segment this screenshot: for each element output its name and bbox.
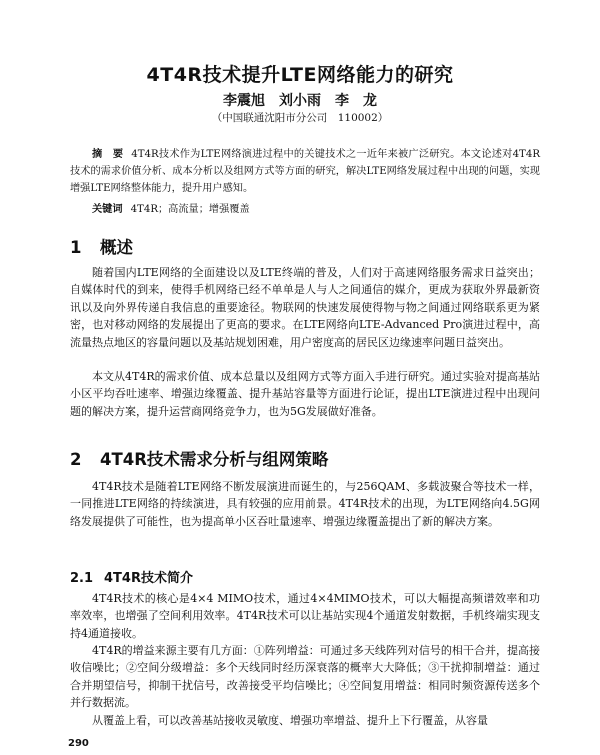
page-number: 290 [68, 738, 89, 749]
body-paragraph: 从覆盖上看，可以改善基站接收灵敏度、增强功率增益、提升上下行覆盖，从容量 [92, 714, 488, 727]
section-number: 1 [70, 238, 82, 257]
paper-affiliation: （中国联通沈阳市分公司 110002） [211, 112, 389, 124]
abstract-label: 摘 要 [92, 149, 124, 160]
keywords [92, 201, 542, 218]
keywords-text: 4T4R；高流量；增强覆盖 [130, 204, 250, 215]
section-number: 2 [70, 450, 82, 469]
body-paragraph: 本文从4T4R的需求价值、成本总量以及组网方式等方面入手进行研究。通过实验对提高基站小区平均吞吐速率、增强边缘覆盖、提升基站容量等方面进行论证，提出LTE演进过程中出现问题的解决方案，提升运营商网络竞争力，也为5G发展做好准备。 [70, 370, 540, 418]
paper-title: 4T4R技术提升LTE网络能力的研究 [146, 64, 454, 86]
abstract [70, 146, 540, 197]
body-paragraph: 4T4R技术是随着LTE网络不断发展演进而诞生的，与256QAM、多载波聚合等技术一样，一同推进LTE网络的持续演进，具有较强的应用前景。4T4R技术的出现，为LTE网络向4.5G网络发展提供了可能性，也为提高单小区吞吐量速率、增强边缘覆盖提出了新的解决方案。 [70, 480, 540, 528]
abstract-text: 4T4R技术作为LTE网络演进过程中的关键技术之一近年来被广泛研究。本文论述对4T4R技术的需求价值分析、成本分析以及组网方式等方面的研究，解决LTE网络发展过程中出现的问题，实现增强LTE网络整体能力，提升用户感知。 [70, 149, 540, 194]
section-heading-2 [70, 446, 328, 470]
body-paragraph: 4T4R技术的核心是4×4 MIMO技术，通过4×4MIMO技术，可以大幅提高频谱效率和功率效率，也增强了空间利用效率。4T4R技术可以让基站实现4个通道发射数据，手机终端实现支持4通道接收。 [70, 592, 540, 640]
subsection-heading-2-1 [70, 567, 193, 586]
body-paragraph: 4T4R的增益来源主要有几方面：①阵列增益：可通过多天线阵列对信号的相干合并，提高接收信噪比；②空间分级增益：多个天线同时经历深衰落的概率大大降低；③干扰抑制增益：通过合并期望信号，抑制干扰信号，改善接受平均信噪比；④空间复用增益：相同时频资源传送多个并行数据流。 [70, 644, 540, 710]
section-heading-1 [70, 234, 133, 258]
paper-authors: 李震旭 刘小雨 李 龙 [223, 93, 377, 109]
keywords-label: 关键词 [92, 204, 123, 215]
body-paragraph: 随着国内LTE网络的全面建设以及LTE终端的普及，人们对于高速网络服务需求日益突出；自媒体时代的到来，使得手机网络已经不单单是人与人之间通信的媒介，更成为获取外界最新资讯以及向外界传递自我信息的重要途径。物联网的快速发展使得物与物之间通过网络联系更为紧密，也对移动网络的发展提出了更高的要求。在LTE网络向LTE-Advanced Pro演进过程中，高流量热点地区的容量问题以及基站规划困难，用户密度高的居民区边缘速率问题日益突出。 [70, 266, 540, 349]
section-title: 概述 [100, 238, 133, 257]
subsection-number: 2.1 [70, 571, 94, 586]
subsection-title: 4T4R技术简介 [104, 571, 193, 586]
section-title: 4T4R技术需求分析与组网策略 [100, 450, 329, 469]
